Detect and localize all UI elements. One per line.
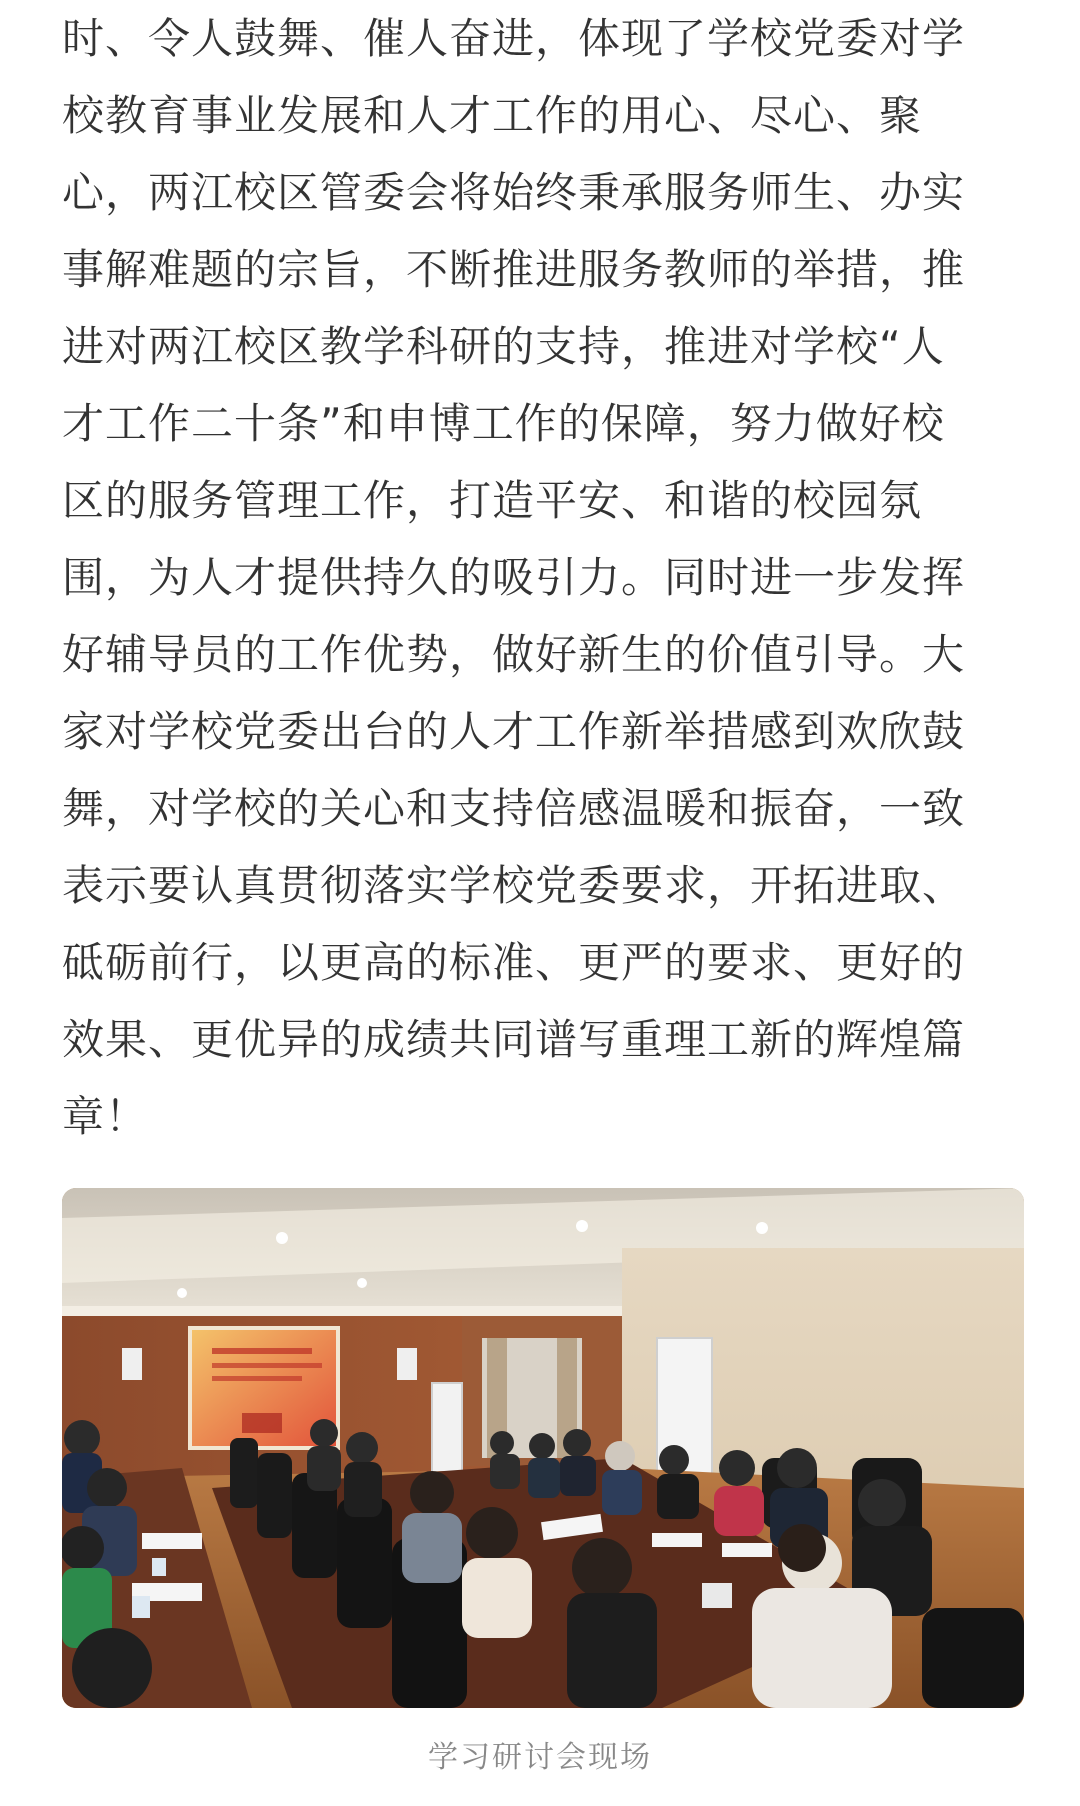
meeting-photo-illustration xyxy=(62,1188,1024,1708)
text-line: 砥砺前行，以更高的标准、更严的要求、更好的 xyxy=(62,938,966,987)
text-line: 家对学校党委出台的人才工作新举措感到欢欣鼓 xyxy=(62,707,966,756)
text-line: 时、令人鼓舞、催人奋进，体现了学校党委对学 xyxy=(62,14,966,63)
text-line: 章！ xyxy=(62,1092,149,1141)
text-line: 进对两江校区教学科研的支持，推进对学校“人 xyxy=(62,322,945,371)
text-line: 校教育事业发展和人才工作的用心、尽心、聚 xyxy=(62,91,923,140)
text-line: 好辅导员的工作优势，做好新生的价值引导。大 xyxy=(62,630,966,679)
text-line: 表示要认真贯彻落实学校党委要求，开拓进取、 xyxy=(62,861,966,910)
article-body xyxy=(62,0,1022,1155)
article-paragraph xyxy=(62,0,1022,1155)
photo-caption: 学习研讨会现场 xyxy=(428,1740,652,1775)
text-line: 事解难题的宗旨，不断推进服务教师的举措，推 xyxy=(62,245,966,294)
attendee xyxy=(567,1593,657,1708)
text-line: 舞，对学校的关心和支持倍感温暖和振奋，一致 xyxy=(62,784,966,833)
text-line: 才工作二十条”和申博工作的保障，努力做好校 xyxy=(62,399,945,448)
attendee-white-coat xyxy=(752,1588,892,1708)
text-line: 效果、更优异的成绩共同谱写重理工新的辉煌篇 xyxy=(62,1015,966,1064)
meeting-photo[interactable] xyxy=(62,1188,1024,1708)
text-line: 区的服务管理工作，打造平安、和谐的校园氛 xyxy=(62,476,923,525)
text-line: 围，为人才提供持久的吸引力。同时进一步发挥 xyxy=(62,553,966,602)
text-line: 心，两江校区管委会将始终秉承服务师生、办实 xyxy=(62,168,966,217)
